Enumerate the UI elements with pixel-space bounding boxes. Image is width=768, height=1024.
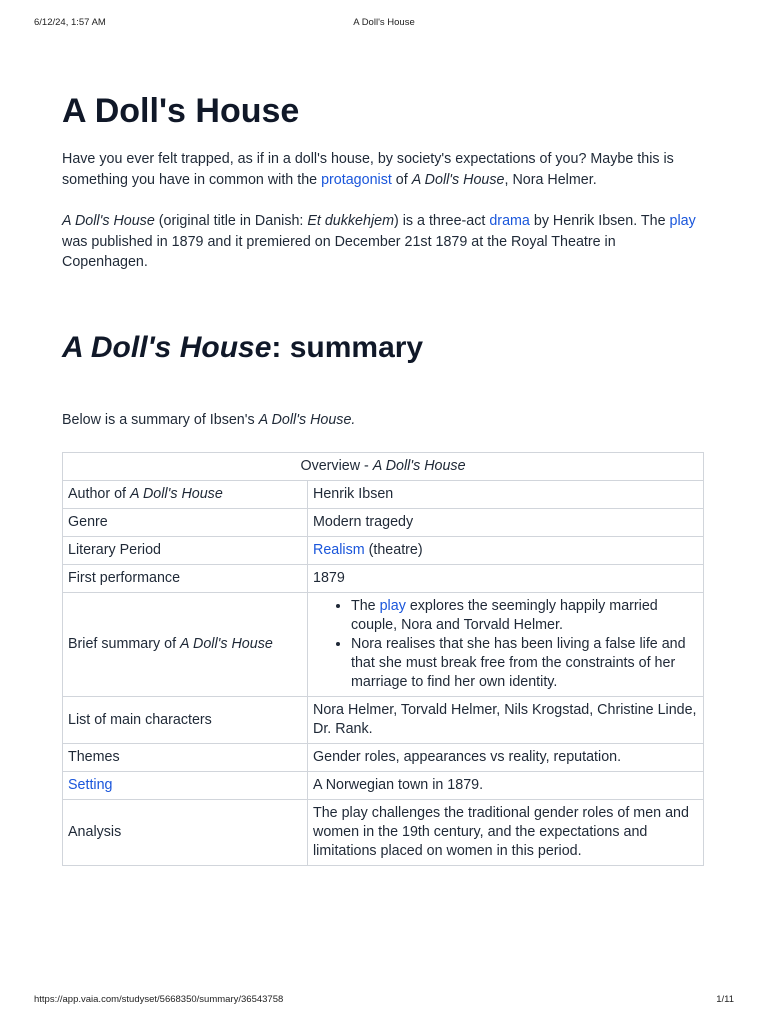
row-label-author: Author of A Doll's House [63,481,308,509]
row-label-period: Literary Period [63,537,308,565]
overview-table [62,452,704,866]
summary-heading: A Doll's House: summary [62,331,424,364]
table-caption-row [63,453,704,481]
print-date: 6/12/24, 1:57 AM [34,17,106,28]
print-footer [34,994,734,1008]
list-item: • The play explores the seemingly happily married couple, Nora and Torvald Helmer. [351,597,698,635]
print-url: https://app.vaia.com/studyset/5668350/summary/36543758 [34,994,284,1005]
table-row [63,744,704,772]
row-value-analysis: The play challenges the traditional gender roles of men and women in the 19th century, and the expectations and limitations placed on women in this period. [308,800,704,866]
background-paragraph: A Doll's House (original title in Danish: Et dukkehjem) is a three-act drama by Henrik Ibsen. The play was published in 1879 and it premiered on December 21st 1879 at the Royal Theatre in Copenhagen. [62,213,696,271]
row-label-characters: List of main characters [63,697,308,744]
summary-intro: Below is a summary of Ibsen's A Doll's House. [62,412,356,428]
row-value-genre: Modern tragedy [308,509,704,537]
row-value-setting: A Norwegian town in 1879. [308,772,704,800]
table-row [63,509,704,537]
page-title: A Doll's House [62,92,300,130]
row-value-first-performance: 1879 [308,565,704,593]
row-value-period: Realism (theatre) [308,537,704,565]
row-label-first-performance: First performance [63,565,308,593]
table-row [63,593,704,697]
row-value-brief-summary [308,593,704,697]
row-label-genre: Genre [63,509,308,537]
row-label-brief-summary: Brief summary of A Doll's House [63,593,308,697]
table-caption: Overview - A Doll's House [63,453,704,481]
row-value-themes: Gender roles, appearances vs reality, reputation. [308,744,704,772]
realism-link[interactable]: Realism [313,542,365,558]
setting-link[interactable]: Setting [68,777,113,793]
row-value-characters: Nora Helmer, Torvald Helmer, Nils Krogstad, Christine Linde, Dr. Rank. [308,697,704,744]
play-link-table[interactable]: play [379,598,406,614]
row-label-themes: Themes [63,744,308,772]
summary-bullet-list [313,597,698,692]
intro-paragraph: Have you ever felt trapped, as if in a doll's house, by society's expectations of you? Maybe this is something you have in common with the protagonist of A Doll's House, Nora Helmer. [62,151,674,188]
protagonist-link[interactable]: protagonist [321,171,392,188]
table-row [63,565,704,593]
row-label-setting [63,772,308,800]
print-title: A Doll's House [353,17,415,28]
table-row [63,537,704,565]
list-item: • Nora realises that she has been living a false life and that she must break free from the constraints of her marriage to find her own identity. [351,635,698,692]
row-value-author: Henrik Ibsen [308,481,704,509]
table-row [63,697,704,744]
play-link[interactable]: play [669,213,696,229]
table-row [63,772,704,800]
table-row [63,800,704,866]
page-number: 1/11 [716,994,734,1005]
print-header [34,17,734,31]
drama-link[interactable]: drama [489,213,530,229]
table-row [63,481,704,509]
row-label-analysis: Analysis [63,800,308,866]
